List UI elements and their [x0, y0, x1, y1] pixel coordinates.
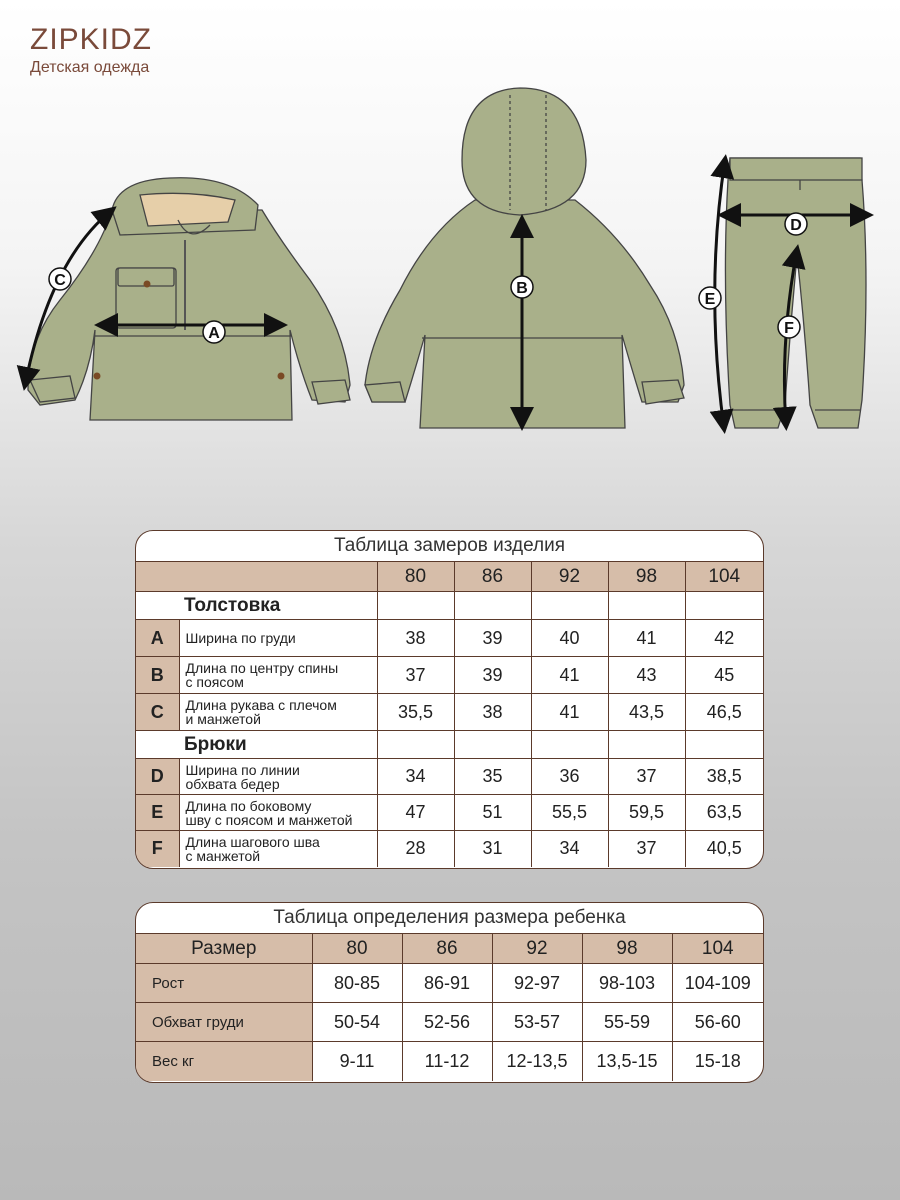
section-row	[136, 592, 763, 620]
cell-value: 37	[608, 831, 685, 867]
size-header-label: Размер	[136, 934, 312, 964]
cell-value: 34	[377, 759, 454, 795]
cell-value: 31	[454, 831, 531, 867]
section-title: Толстовка	[136, 592, 377, 620]
cell-value: 98-103	[582, 964, 672, 1003]
size-table	[135, 902, 764, 1083]
size-header: 104	[672, 934, 763, 964]
cell-value: 50-54	[312, 1003, 402, 1042]
back-hoodie-illustration	[365, 88, 684, 428]
svg-text:F: F	[784, 320, 794, 337]
size-header: 80	[377, 562, 454, 592]
cell-value: 55,5	[531, 795, 608, 831]
table-row	[136, 694, 763, 731]
table-row	[136, 657, 763, 694]
cell-value: 104-109	[672, 964, 763, 1003]
row-letter: C	[136, 694, 179, 731]
cell-value: 37	[608, 759, 685, 795]
size-grid	[136, 933, 763, 1081]
size-header: 98	[608, 562, 685, 592]
size-header: 104	[685, 562, 763, 592]
label-d-badge	[785, 213, 807, 235]
row-letter: D	[136, 759, 179, 795]
cell-value: 45	[685, 657, 763, 694]
cell-value: 41	[608, 620, 685, 657]
table-row	[136, 964, 763, 1003]
cell-value: 35	[454, 759, 531, 795]
section-title: Брюки	[136, 731, 377, 759]
cell-value: 38	[454, 694, 531, 731]
front-hoodie-illustration	[28, 178, 350, 420]
cell-value: 63,5	[685, 795, 763, 831]
label-a-badge	[203, 321, 225, 343]
cell-value: 36	[531, 759, 608, 795]
cell-value: 41	[531, 657, 608, 694]
row-letter: A	[136, 620, 179, 657]
cell-value: 52-56	[402, 1003, 492, 1042]
table-row	[136, 759, 763, 795]
cell-value: 92-97	[492, 964, 582, 1003]
cell-value: 86-91	[402, 964, 492, 1003]
cell-value: 55-59	[582, 1003, 672, 1042]
cell-value: 40	[531, 620, 608, 657]
brand-subtitle: Детская одежда	[30, 59, 150, 76]
size-header: 92	[492, 934, 582, 964]
cell-value: 51	[454, 795, 531, 831]
svg-text:D: D	[790, 217, 802, 234]
cell-value: 28	[377, 831, 454, 867]
size-header: 92	[531, 562, 608, 592]
row-description: Длина шагового шва с манжетой	[179, 831, 377, 867]
section-row	[136, 731, 763, 759]
cell-value: 59,5	[608, 795, 685, 831]
row-letter: F	[136, 831, 179, 867]
size-header-row	[136, 562, 763, 592]
measurement-table-title: Таблица замеров изделия	[333, 535, 566, 556]
cell-value: 38	[377, 620, 454, 657]
cell-value: 47	[377, 795, 454, 831]
cell-value: 43	[608, 657, 685, 694]
measurement-grid	[136, 561, 763, 867]
row-label: Обхват груди	[136, 1003, 312, 1042]
pants-illustration	[725, 158, 866, 428]
row-description: Длина рукава с плечом и манжетой	[179, 694, 377, 731]
svg-text:A: A	[208, 325, 220, 342]
cell-value: 11-12	[402, 1042, 492, 1081]
svg-text:E: E	[704, 291, 716, 308]
row-label: Вес кг	[136, 1042, 312, 1081]
size-header: 86	[454, 562, 531, 592]
svg-text:C: C	[54, 272, 66, 289]
cell-value: 39	[454, 620, 531, 657]
row-description: Длина по боковому шву с поясом и манжетой	[179, 795, 377, 831]
cell-value: 46,5	[685, 694, 763, 731]
header-blank	[136, 562, 377, 592]
row-description: Ширина по груди	[179, 620, 377, 657]
row-description: Ширина по линии обхвата бедер	[179, 759, 377, 795]
cell-value: 53-57	[492, 1003, 582, 1042]
table-row	[136, 795, 763, 831]
cell-value: 34	[531, 831, 608, 867]
table-row	[136, 1003, 763, 1042]
table-row	[136, 831, 763, 867]
brand-name: ZIPKIDZ	[30, 23, 153, 56]
cell-value: 15-18	[672, 1042, 763, 1081]
row-description: Длина по центру спины с поясом	[179, 657, 377, 694]
label-f-badge	[778, 316, 800, 338]
cell-value: 13,5-15	[582, 1042, 672, 1081]
cell-value: 35,5	[377, 694, 454, 731]
cell-value: 42	[685, 620, 763, 657]
cell-value: 12-13,5	[492, 1042, 582, 1081]
size-header: 86	[402, 934, 492, 964]
size-table-title: Таблица определения размера ребенка	[273, 907, 626, 928]
size-header: 80	[312, 934, 402, 964]
cell-value: 41	[531, 694, 608, 731]
cell-value: 56-60	[672, 1003, 763, 1042]
cell-value: 40,5	[685, 831, 763, 867]
label-e-badge	[699, 287, 721, 309]
svg-text:B: B	[516, 280, 528, 297]
label-c-badge	[49, 268, 71, 290]
table-row	[136, 620, 763, 657]
cell-value: 9-11	[312, 1042, 402, 1081]
table-row	[136, 1042, 763, 1081]
row-letter: B	[136, 657, 179, 694]
size-header: 98	[582, 934, 672, 964]
cell-value: 43,5	[608, 694, 685, 731]
cell-value: 39	[454, 657, 531, 694]
row-letter: E	[136, 795, 179, 831]
cell-value: 37	[377, 657, 454, 694]
garment-illustrations	[0, 0, 900, 470]
label-b-badge	[511, 276, 533, 298]
cell-value: 38,5	[685, 759, 763, 795]
row-label: Рост	[136, 964, 312, 1003]
size-header-row	[136, 934, 763, 964]
measurement-table	[135, 530, 764, 869]
cell-value: 80-85	[312, 964, 402, 1003]
